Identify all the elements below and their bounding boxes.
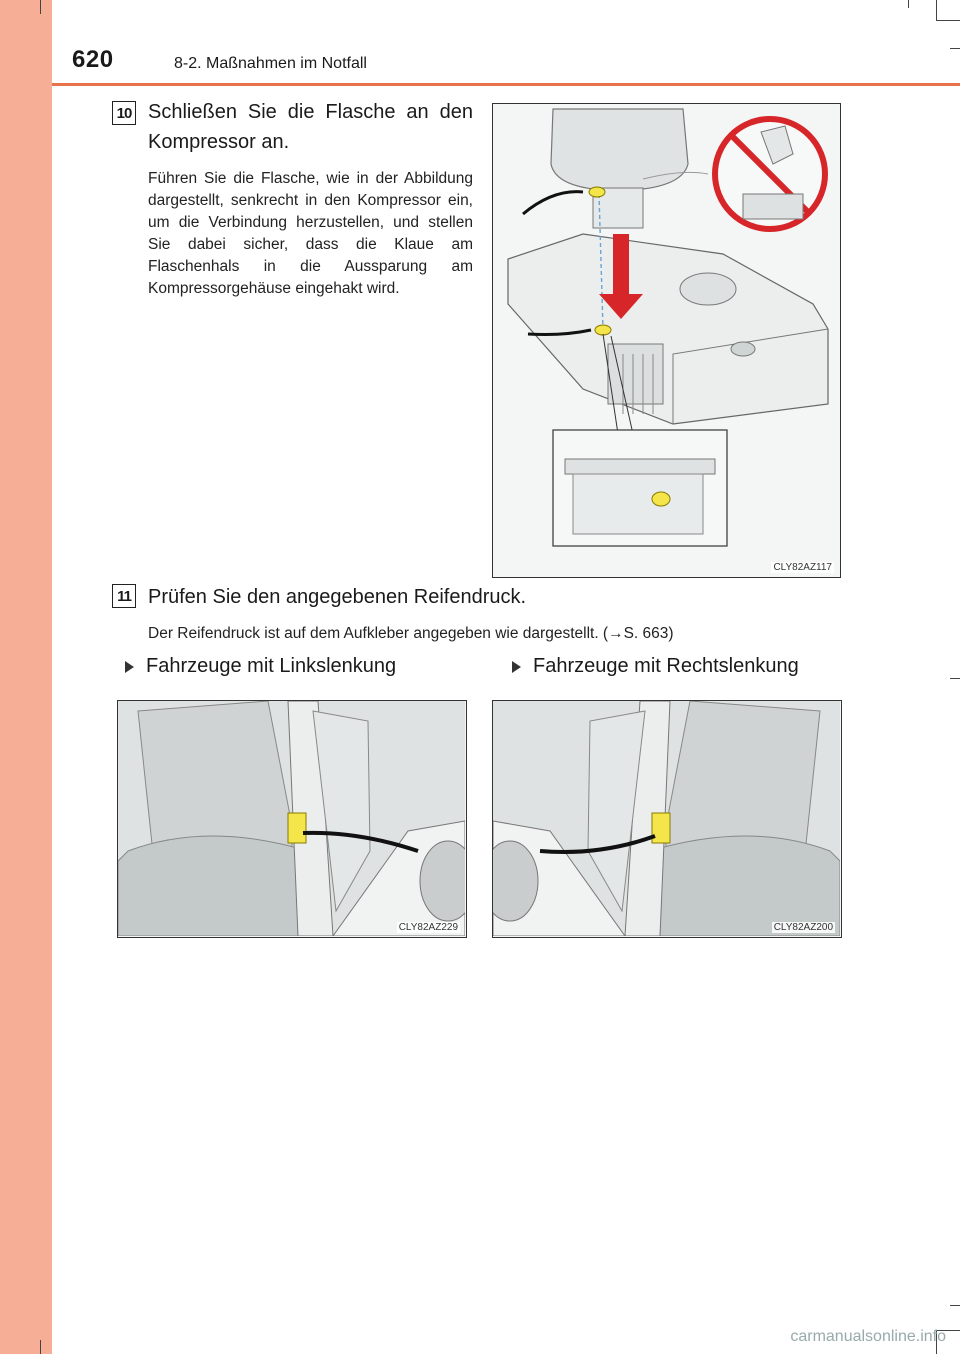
step-body: Führen Sie die Flasche, wie in der Abbildung dargestellt, senkrecht in den Kompressor ein, um die Verbindung herzustellen, und stellen Sie dabei sicher, dass die Klaue am Flaschenhals in die Aussparung am Kompressorgehäuse eingehakt wird.: [148, 170, 473, 297]
step-title: Prüfen Sie den angegebenen Reifendruck.: [148, 586, 527, 608]
step-number-badge: 11: [112, 584, 136, 608]
figure-rhd-door-sticker: [492, 700, 842, 938]
page-number: 620: [72, 46, 114, 73]
figure-compressor-bottle: [492, 103, 841, 578]
crop-mark: [908, 0, 909, 8]
figure-lhd-door-sticker: [117, 700, 467, 938]
step-title: Schließen Sie die Flasche an den Kompressor an.: [148, 101, 473, 153]
variant-label-rhd: [512, 655, 799, 678]
crop-mark: [950, 1305, 960, 1306]
variant-label-lhd: [125, 655, 396, 678]
crop-mark: [936, 20, 960, 21]
left-color-strip: [0, 0, 52, 1354]
step-body: Der Reifendruck ist auf dem Aufkleber angegeben wie dargestellt. (→S. 663): [148, 625, 674, 642]
variant-label-text: Fahrzeuge mit Linkslenkung: [146, 655, 397, 677]
header-rule: [52, 83, 960, 86]
triangle-bullet-icon: [512, 661, 521, 673]
crop-mark: [950, 48, 960, 49]
triangle-bullet-icon: [125, 661, 134, 673]
step-number-badge: 10: [112, 101, 136, 125]
crop-mark: [40, 1340, 41, 1354]
rhd-illustration: [493, 701, 840, 936]
watermark: carmanualsonline.info: [790, 1328, 946, 1345]
crop-mark: [40, 0, 41, 14]
variant-label-text: Fahrzeuge mit Rechtslenkung: [533, 655, 799, 677]
crop-mark: [936, 0, 937, 20]
compressor-illustration: [493, 104, 839, 576]
section-title: 8-2. Maßnahmen im Notfall: [174, 55, 367, 72]
figure-code: CLY82AZ200: [773, 922, 833, 933]
lhd-illustration: [118, 701, 465, 936]
figure-code: CLY82AZ117: [773, 562, 832, 573]
crop-mark: [950, 678, 960, 679]
figure-code: CLY82AZ229: [398, 922, 458, 933]
